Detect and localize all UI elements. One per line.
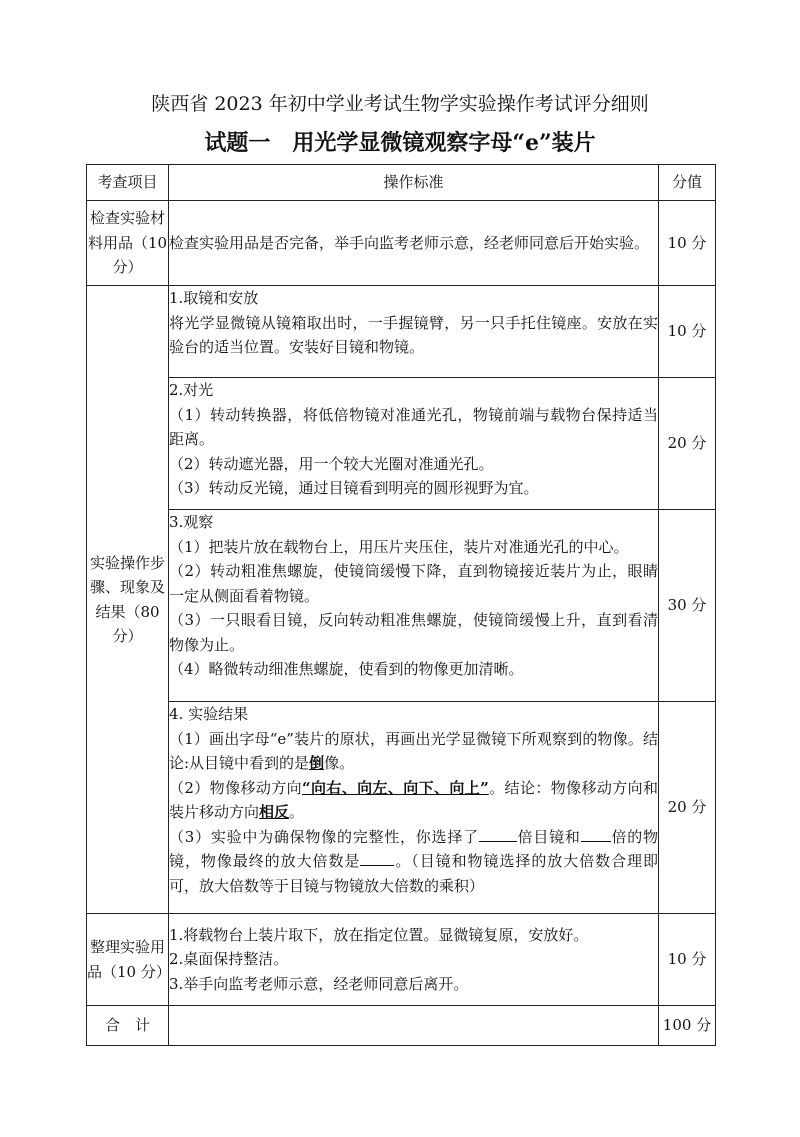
standard-cleanup [169, 914, 659, 1006]
score-cleanup: 10 分 [659, 914, 716, 1006]
standard-step4 [169, 702, 659, 914]
page-title: 陕西省 2023 年初中学业考试生物学实验操作考试评分细则 [151, 93, 649, 115]
step4-p1 [169, 727, 658, 776]
step3-heading: 3.观察 [169, 513, 214, 531]
step1-text: 将光学显微镜从镜箱取出时，一手握镜臂，另一只手托住镜座。安放在实验台的适当位置。安装好目镜和物镜。 [169, 313, 658, 356]
score-step3: 30 分 [659, 510, 716, 702]
score-check: 10 分 [659, 201, 716, 286]
cleanup-p3: 3.举手向监考老师示意，经老师同意后离开。 [169, 974, 469, 993]
step3-p1: （1）把装片放在载物台上，用压片夹压住，装片对准通光孔的中心。 [169, 537, 629, 556]
step1-heading: 1.取镜和安放 [169, 289, 259, 307]
step4-p3-d: 。（目镜和物镜选择的放大倍数合理即可，放大倍数等于目镜与物镜放大倍数的乘积） [169, 852, 658, 895]
table-row-total [87, 1006, 716, 1046]
step2-heading: 2.对光 [169, 381, 214, 399]
objective-blank [581, 825, 611, 842]
step4-p2-end: 。 [289, 803, 305, 821]
page-subtitle: 试题一 用光学显微镜观察字母“e”装片 [204, 130, 596, 156]
table-header-row [87, 165, 716, 201]
table-row-check [87, 201, 716, 286]
score-total: 100 分 [659, 1006, 716, 1046]
item-cleanup: 整理实验用品（10 分） [87, 914, 169, 1006]
table-row-step2 [87, 378, 716, 510]
step4-p1-text: （1）画出字母“e”装片的原状，再画出光学显微镜下所观察到的物像。结论:从目镜中看到的是 [169, 729, 658, 772]
item-check: 检查实验材料用品（10 分） [87, 201, 169, 286]
step2-p2: （2）转动遮光器，用一个较大光圈对准通光孔。 [169, 454, 494, 473]
step4-p3-c: 倍的物镜，物像最终的放大倍数是 [169, 827, 658, 870]
standard-step1 [169, 286, 659, 378]
header-standard: 操作标准 [169, 165, 659, 201]
eyepiece-blank [479, 825, 517, 842]
step4-p3 [169, 825, 658, 899]
standard-step3 [169, 510, 659, 702]
score-step4: 20 分 [659, 702, 716, 914]
step4-p2 [169, 776, 658, 825]
step4-p3-b: 倍目镜和 [516, 827, 581, 846]
item-total: 合 计 [87, 1006, 169, 1046]
header-item: 考查项目 [87, 165, 169, 201]
scoring-table [86, 164, 716, 1046]
step4-p2-answer: “向右、向左、向下、向上” [301, 778, 489, 797]
step3-p2: （2）转动粗准焦螺旋，使镜筒缓慢下降，直到物镜接近装片为止，眼睛一定从侧面看着物镜。 [169, 562, 658, 605]
table-row-step1 [87, 286, 716, 378]
cleanup-p2: 2.桌面保持整洁。 [169, 950, 289, 969]
header-score: 分值 [659, 165, 716, 201]
table-row-step4 [87, 702, 716, 914]
step3-p3: （3）一只眼看目镜，反向转动粗准焦螺旋，使镜筒缓慢上升，直到看清物像为止。 [169, 611, 658, 654]
standard-total [169, 1006, 659, 1046]
step3-p4: （4）略微转动细准焦螺旋，使看到的物像更加清晰。 [169, 660, 524, 678]
step4-p1-answer: 倒 [309, 754, 325, 772]
standard-step2 [169, 378, 659, 510]
magnification-blank [360, 849, 394, 866]
table-row-cleanup [87, 914, 716, 1006]
step4-p2-answer2: 相反 [259, 803, 290, 821]
table-row-step3 [87, 510, 716, 702]
step4-p2-b: 。结论：物像移动方向和装片移动方向 [169, 778, 658, 821]
step4-p2-a: （2）物像移动方向 [169, 778, 302, 797]
step4-heading: 4. 实验结果 [169, 705, 249, 723]
cleanup-p1: 1.将载物台上装片取下，放在指定位置。显微镜复原，安放好。 [169, 925, 589, 944]
step4-p3-a: （3）实验中为确保物像的完整性，你选择了 [169, 827, 479, 846]
score-step1: 10 分 [659, 286, 716, 378]
step2-p3: （3）转动反光镜，通过目镜看到明亮的圆形视野为宜。 [169, 479, 539, 497]
standard-check: 检查实验用品是否完备，举手向监考老师示意，经老师同意后开始实验。 [169, 201, 659, 286]
item-operations: 实验操作步骤、现象及结果（80 分） [87, 286, 169, 914]
step2-p1: （1）转动转换器，将低倍物镜对准通光孔，物镜前端与载物台保持适当距离。 [169, 405, 658, 448]
score-step2: 20 分 [659, 378, 716, 510]
step4-p1-end: 像。 [324, 754, 355, 772]
